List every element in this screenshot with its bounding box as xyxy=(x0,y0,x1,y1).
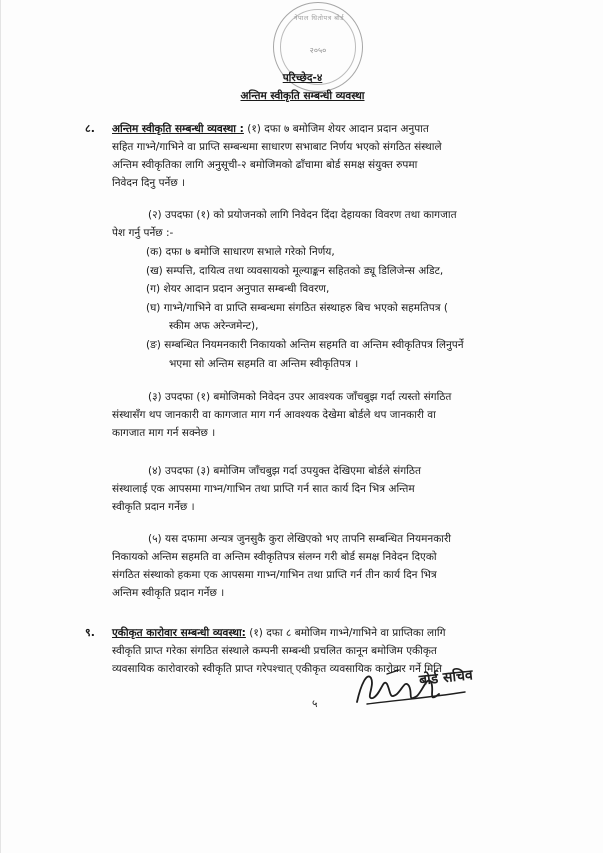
section-9-number: ९. xyxy=(85,626,95,639)
section-8-number: ८. xyxy=(85,122,95,135)
section-9-first-line xyxy=(112,624,552,642)
text-line: संस्थालाई एक आपसमा गाभ्न/गाभिन तथा प्राप्ति गर्न सात कार्य दिन भित्र अन्तिम xyxy=(112,483,415,495)
section-8-heading: अन्तिम स्वीकृति सम्बन्धी व्यवस्था : xyxy=(112,123,244,135)
list-item-continuation: भएमा सो अन्तिम सहमति वा अन्तिम स्वीकृतिपत्र । xyxy=(169,357,359,370)
list-item: (घ) गाभ्ने/गाभिने वा प्राप्ति सम्बन्धमा संगठित संस्थाहरु बिच भएको सहमतिपत्र ( xyxy=(146,301,448,314)
text-line: कागजात माग गर्न सक्नेछ । xyxy=(112,427,216,439)
text-line: अन्तिम स्वीकृति प्रदान गर्नेछ । xyxy=(112,587,225,599)
list-item: (ङ) सम्बन्धित नियमनकारी निकायको अन्तिम सहमति वा अन्तिम स्वीकृतिपत्र लिनुपर्ने xyxy=(146,338,464,351)
list-item: (क) दफा ७ बमोजि साधारण सभाले गरेको निर्णय, xyxy=(146,246,335,258)
text-line: (३) उपदफा (१) बमोजिमको निवेदन उपर आवश्यक जाँचबुझ गर्दा त्यस्तो संगठित xyxy=(148,391,452,403)
chapter-number: परिच्छेद-४ xyxy=(282,72,323,84)
text-line: स्वीकृति प्रदान गर्नेछ । xyxy=(112,501,195,513)
text-line: (१) दफा ७ बमोजिम शेयर आदान प्रदान अनुपात xyxy=(247,123,429,135)
seal-ring-text: नेपाल धितोपत्र बोर्ड xyxy=(293,14,345,22)
text-line: (५) यस दफामा अन्यत्र जुनसुकै कुरा लेखिएको भए तापनि सम्बन्धित नियमनकारी xyxy=(148,533,452,545)
section-8-para-4 xyxy=(112,462,552,516)
signature-title: बोर्ड सचिव xyxy=(418,667,474,689)
section-8-item-list xyxy=(146,243,552,373)
list-item: (ख) सम्पत्ति, दायित्व तथा व्यवसायको मूल्याङ्कन सहितको ड्यू डिलिजेन्स अडिट, xyxy=(146,264,444,277)
section-8-para-2 xyxy=(112,206,552,242)
text-line: सहित गाभ्ने/गाभिने वा प्राप्ति सम्बन्धमा साधारण सभाबाट निर्णय भएको संगठित संस्थाले xyxy=(112,141,442,153)
text-line: पेश गर्नु पर्नेछ :- xyxy=(112,227,174,239)
section-8-para-5 xyxy=(112,530,552,602)
section-9-heading: एकीकृत कारोवार सम्बन्धी व्यवस्था: xyxy=(112,627,246,639)
text-line: (१) दफा ८ बमोजिम गाभ्ने/गाभिने वा प्राप्तिका लागि xyxy=(249,627,446,639)
list-item: (ग) शेयर आदान प्रदान अनुपात सम्बन्धी विवरण, xyxy=(146,283,330,296)
section-8-para-1 xyxy=(112,120,552,192)
text-line: स्वीकृति प्राप्त गरेका संगठित संस्थाले कम्पनी सम्बन्धी प्रचलित कानून बमोजिम एकीकृत xyxy=(112,645,437,657)
section-8-para-3 xyxy=(112,388,552,442)
text-line: निवेदन दिनु पर्नेछ । xyxy=(112,177,186,189)
text-line: व्यवसायिक कारोवारको स्वीकृति प्राप्त गरेपश्चात् एकीकृत व्यवसायिक कारोवार गर्ने मिति xyxy=(112,663,442,675)
text-line: संगठित संस्थाको हकमा एक आपसमा गाभ्न/गाभिन तथा प्राप्ति गर्न तीन कार्य दिन भित्र xyxy=(112,569,437,581)
text-line: संस्थासँग थप जानकारी वा कागजात माग गर्न आवश्यक देखेमा बोर्डले थप जानकारी वा xyxy=(112,409,436,421)
seal-year: २०५० xyxy=(309,46,327,55)
list-item-continuation: स्कीम अफ अरेन्जमेन्ट), xyxy=(169,320,259,333)
page-number: ५ xyxy=(312,698,318,710)
section-8-first-line xyxy=(112,120,552,138)
text-line: (४) उपदफा (३) बमोजिम जाँचबुझ गर्दा उपयुक्त देखिएमा बोर्डले संगठित xyxy=(148,465,421,477)
text-line: निकायको अन्तिम सहमति वा अन्तिम स्वीकृतिपत्र संलग्न गरी बोर्ड समक्ष निवेदन दिएको xyxy=(112,551,437,563)
text-line: अन्तिम स्वीकृतिका लागि अनुसूची-२ बमोजिमको ढाँचामा बोर्ड समक्ष संयुक्त रुपमा xyxy=(112,159,418,171)
text-line: (२) उपदफा (१) को प्रयोजनको लागि निवेदन दिंदा देहायका विवरण तथा कागजात xyxy=(148,209,457,221)
chapter-title: अन्तिम स्वीकृति सम्बन्धी व्यवस्था xyxy=(240,90,365,102)
